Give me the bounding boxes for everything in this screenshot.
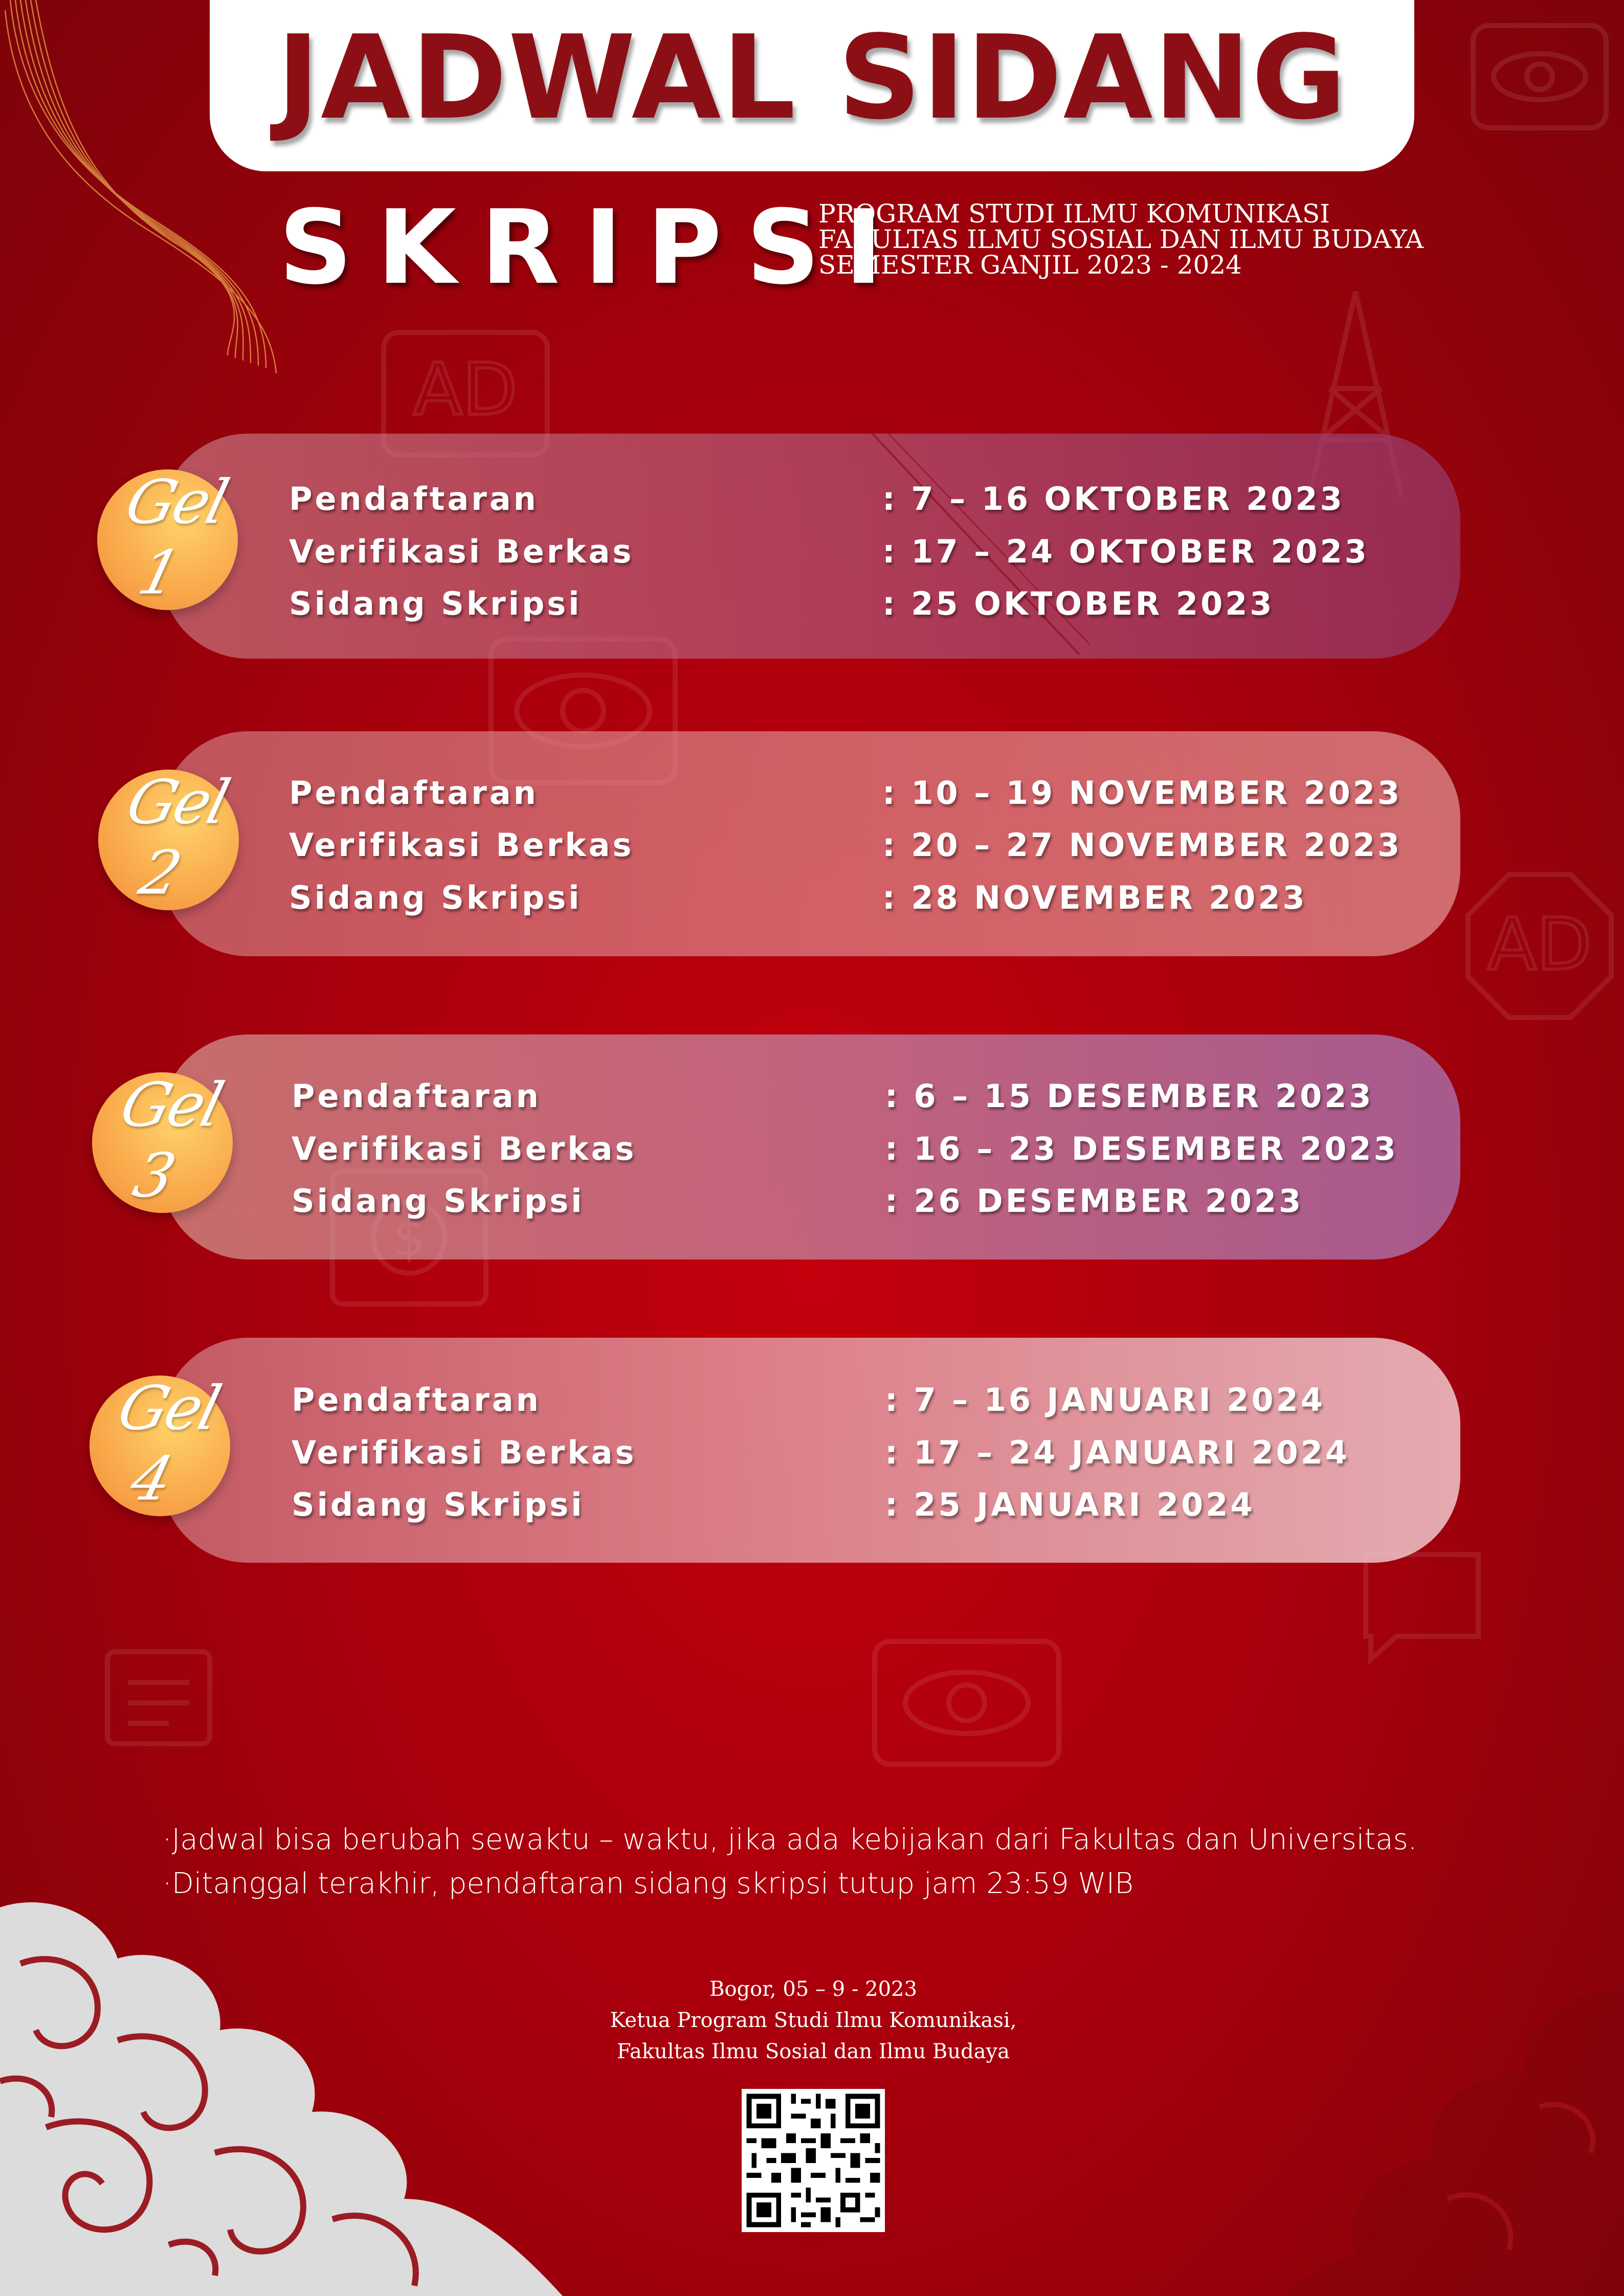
ad-icon	[1463, 869, 1616, 1023]
row-value: : 16 – 23 DESEMBER 2023	[885, 1130, 1398, 1167]
row-value: : 25 JANUARI 2024	[885, 1486, 1255, 1523]
chat-icon	[1355, 1544, 1488, 1667]
eye-icon	[1468, 20, 1611, 133]
row-label: Verifikasi Berkas	[289, 826, 634, 864]
cloud-ornament	[0, 1887, 578, 2296]
page-title: JADWAL SIDANG	[276, 11, 1348, 145]
row-label: Sidang Skripsi	[289, 879, 582, 916]
signature-place-date: Bogor, 05 – 9 - 2023	[709, 1977, 917, 2001]
note-item: ·Ditanggal terakhir, pendaftaran sidang skripsi tutup jam 23:59 WIB	[163, 1867, 1133, 1900]
row-label: Pendaftaran	[289, 480, 539, 517]
row-value: : 26 DESEMBER 2023	[885, 1182, 1304, 1220]
program-info	[818, 201, 1423, 278]
row-label: Sidang Skripsi	[292, 1182, 585, 1220]
signature-faculty: Fakultas Ilmu Sosial dan Ilmu Budaya	[617, 2040, 1010, 2063]
badge-label: Gel 4	[111, 1372, 226, 1514]
badge-gel-2	[98, 766, 239, 910]
row-label: Pendaftaran	[292, 1381, 541, 1419]
row-value: : 28 NOVEMBER 2023	[882, 879, 1307, 916]
row-value: : 25 OKTOBER 2023	[882, 585, 1275, 622]
cloud-ornament-right	[1253, 1984, 1624, 2296]
document-icon	[102, 1647, 215, 1749]
row-label: Sidang Skripsi	[292, 1486, 585, 1523]
subtitle-skripsi: SKRIPSI	[279, 188, 907, 307]
program-line: PROGRAM STUDI ILMU KOMUNIKASI	[818, 199, 1330, 229]
row-label: Verifikasi Berkas	[289, 533, 634, 570]
badge-label: Gel 1	[119, 466, 234, 607]
semester-line: SEMESTER GANJIL 2023 - 2024	[818, 250, 1242, 280]
row-value: : 10 – 19 NOVEMBER 2023	[882, 774, 1403, 812]
row-value: : 20 – 27 NOVEMBER 2023	[882, 826, 1403, 864]
qr-code-icon	[742, 2089, 885, 2232]
svg-text:AD: AD	[1487, 903, 1592, 986]
row-label: Verifikasi Berkas	[292, 1434, 637, 1471]
note-item: ·Jadwal bisa berubah sewaktu – waktu, jika ada kebijakan dari Fakultas dan Universitas.	[163, 1823, 1417, 1856]
svg-text:AD: AD	[413, 348, 518, 432]
row-label: Pendaftaran	[289, 774, 539, 812]
signature-block	[511, 1974, 1115, 2067]
badge-gel-4	[90, 1372, 230, 1516]
badge-label: Gel 2	[120, 766, 235, 908]
row-value: : 7 – 16 OKTOBER 2023	[882, 480, 1345, 517]
row-label: Verifikasi Berkas	[292, 1130, 637, 1167]
row-value: : 17 – 24 OKTOBER 2023	[882, 533, 1369, 570]
signature-position: Ketua Program Studi Ilmu Komunikasi,	[610, 2009, 1017, 2032]
row-value: : 7 – 16 JANUARI 2024	[885, 1381, 1325, 1419]
faculty-line: FAKULTAS ILMU SOSIAL DAN ILMU BUDAYA	[818, 224, 1424, 254]
badge-gel-3	[92, 1069, 233, 1213]
title-banner	[210, 0, 1414, 171]
row-label: Sidang Skripsi	[289, 585, 582, 622]
badge-label: Gel 3	[114, 1069, 229, 1210]
row-label: Pendaftaran	[292, 1077, 541, 1115]
eye-icon	[870, 1636, 1064, 1769]
row-value: : 6 – 15 DESEMBER 2023	[885, 1077, 1374, 1115]
badge-gel-1	[97, 466, 238, 610]
row-value: : 17 – 24 JANUARI 2024	[885, 1434, 1350, 1471]
